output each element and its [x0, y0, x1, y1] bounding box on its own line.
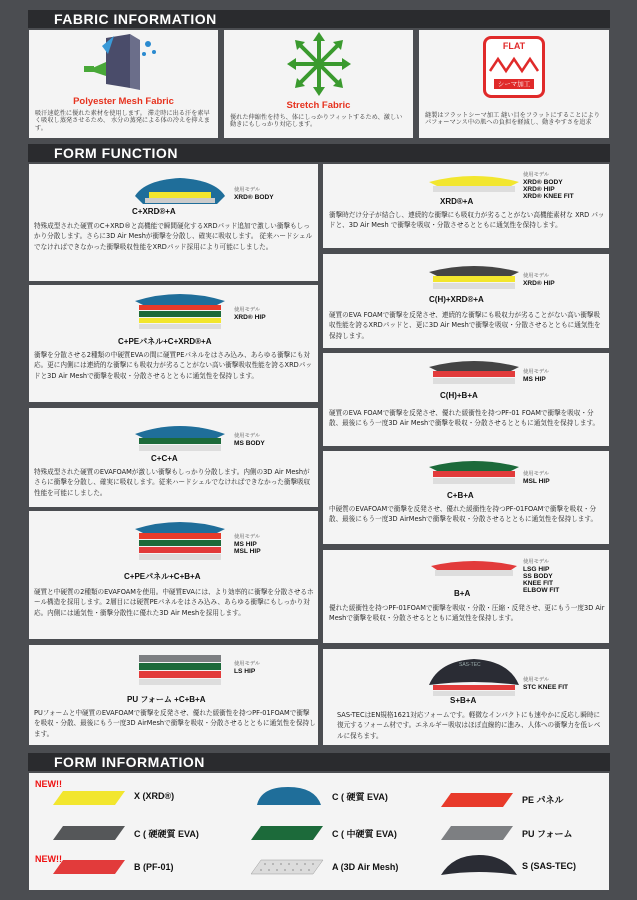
flat-seamer-icon [483, 36, 545, 98]
layer-stack-icon [419, 556, 529, 586]
model-label: 使用モデル [523, 559, 550, 565]
form-code: C(H)+XRD®+A [429, 295, 484, 304]
form-block-left-1 [29, 164, 318, 281]
stretch-arrows-icon [287, 32, 351, 96]
form-description: 特殊成型された硬質のEVAFOAMが激しい衝撃もしっかり分散します。内側の3D Air Meshがさらに衝撃を分散し、確実に吸収します。従来ハードシェルでなければできなかった衝撃吸収性能を可能にしました。 [34, 468, 311, 497]
legend-label: A (3D Air Mesh) [332, 862, 399, 872]
new-badge: NEW!! [35, 854, 62, 864]
model-names: STC KNEE FIT [523, 684, 569, 691]
legend-label: C ( 硬硬質 EVA) [134, 829, 199, 839]
form-block-left-2 [29, 285, 318, 402]
section-fabric-header: FABRIC INFORMATION [28, 10, 610, 28]
layer-stack-icon [125, 287, 235, 337]
seamer-label: シーマ加工 [494, 79, 534, 89]
form-description: 硬質と中硬質の2種類のEVAFOAMを使用。中硬質EVAには、より効率的に衝撃を分散させるホール構造を採用します。2層目には硬質PEパネルをはさみ込み、あらゆる衝撃にもしっかり対応。内側には通気性・衝撃分散性に優れた3D Air Meshを採用します。 [34, 588, 314, 617]
legend-swatch-xrd [53, 789, 127, 807]
model-names: MS HIP MSL HIP [234, 541, 261, 555]
layer-stack-icon [419, 168, 529, 200]
form-description: 中硬質のEVAFOAMで衝撃を反発させ、優れた緩衝性を持つPF-01FOAMで衝撃を吸収・分散、最後にもう一度3D AirMeshで衝撃を吸収・分散させるとともに通気性を保持します。 [329, 505, 598, 524]
legend-swatch-sas-tec [439, 853, 519, 879]
form-code: S+B+A [450, 696, 477, 705]
form-block-left-3 [29, 408, 318, 507]
layer-stack-icon [419, 355, 529, 391]
legend-swatch-3d-air-mesh [251, 858, 325, 876]
flat-label: FLAT [502, 41, 526, 51]
form-legend [29, 773, 609, 890]
form-code: C+C+A [151, 454, 178, 463]
form-code: B+A [454, 589, 471, 598]
legend-label: C ( 硬質 EVA) [332, 792, 388, 802]
legend-label: B (PF-01) [134, 862, 174, 872]
model-names: LSG HIP SS BODY KNEE FIT ELBOW FIT [523, 566, 560, 594]
model-label: 使用モデル [234, 534, 261, 540]
layer-stack-icon [125, 416, 235, 456]
legend-swatch-mid-eva [251, 824, 325, 842]
form-code: C+PEパネル+C+XRD®+A [118, 337, 212, 346]
form-block-left-4 [29, 511, 318, 639]
form-block-right-3 [323, 353, 609, 446]
form-description: 優れた緩衝性を持つPF-01FOAMで衝撃を吸収・分散・圧縮・反発させ、更にもう一度3D Air Meshで衝撃を吸収・分散させるとともに通気性を保持します。 [329, 604, 605, 623]
form-description: 特殊成型された硬質のC+XRD®と高機能で瞬間硬化するXRDパッド追加で激しい衝撃もしっかり分散します。さらに3D Air Meshが衝撃を分散し、確実に吸収します。 従来ハードシェルでなければできなかった衝撃吸収性能をXRDパッド採用により可能にしました。 [34, 222, 313, 251]
legend-label: X (XRD®) [134, 791, 175, 801]
model-names: MSL HIP [523, 478, 550, 485]
form-code: C+XRD®+A [132, 207, 176, 216]
layer-stack-icon [125, 649, 235, 695]
model-label: 使用モデル [234, 433, 261, 439]
model-names: MS HIP [523, 376, 546, 383]
form-description: 硬質のEVA FOAMで衝撃を反発させ、連続的な衝撃にも吸収力が劣ることがない高い衝撃吸収性能を誇るXRDパッドと、更に3D Air Meshで衝撃を吸収・分散させるとともに通気性を保持します。 [329, 311, 601, 340]
layer-stack-icon [125, 170, 235, 210]
form-code: PU フォーム +C+B+A [127, 695, 206, 704]
layer-stack-icon [125, 515, 235, 571]
fabric-description: 縫製はフラットシーマ加工 縫い目をフラットにすることによりパフォーマンス中の肌への負担を軽減し、動きやすさを追求 [425, 112, 600, 127]
fabric-title: Stretch Fabric [286, 100, 351, 111]
form-code: C+B+A [447, 491, 474, 500]
section-form-info-header: FORM INFORMATION [28, 753, 610, 771]
model-names: XRD® BODY [234, 194, 274, 201]
legend-swatch-very-hard-eva [53, 824, 127, 842]
legend-label: PE パネル [522, 795, 564, 805]
model-names: XRD® BODY XRD® HIP XRD® KNEE FIT [523, 179, 574, 200]
model-names: MS BODY [234, 440, 265, 447]
zigzag-icon [486, 55, 542, 75]
model-label: 使用モデル [523, 677, 550, 683]
mesh-arrows-icon [84, 32, 164, 94]
form-block-right-6 [323, 649, 609, 745]
form-block-right-5 [323, 550, 609, 643]
layer-stack-icon [419, 455, 529, 491]
form-description: 衝撃を分散させる2種類の中硬質EVAの間に硬質PEパネルをはさみ込み、あらゆる衝撃にも対応。更に内側には連続的な衝撃にも吸収力が劣ることがない高い衝撃吸収性能を誇るXRDパッドと3D Air Meshで衝撃を吸収・分散させるとともに通気性を保持します。 [34, 351, 312, 380]
fabric-card-flatseamer [419, 30, 609, 138]
form-block-right-1 [323, 164, 609, 248]
model-label: 使用モデル [523, 471, 550, 477]
form-description: PUフォームと中硬質のEVAFOAMで衝撃を反発させ、優れた緩衝性を持つPF-01FOAMで衝撃を吸収・分散、最後にもう一度3D AirMeshで衝撃を吸収・分散させるとともに通気性を保持します。 [34, 709, 316, 738]
sas-tec-badge: SAS-TEC [459, 662, 481, 668]
model-label: 使用モデル [523, 369, 550, 375]
model-label: 使用モデル [234, 661, 261, 667]
legend-swatch-pu-foam [441, 824, 515, 842]
section-form-function-header: FORM FUNCTION [28, 144, 610, 162]
form-description: SAS-TECはEN規格1621対応フォームです。軽微なインパクトにも速やかに反応し瞬時に復元するフォーム材です。エネルギー吸収はほぼ直線的に進み、人体への衝撃力を低レベルに保ちます。 [337, 711, 601, 740]
new-badge: NEW!! [35, 779, 62, 789]
legend-label: S (SAS-TEC) [522, 861, 576, 871]
fabric-card-mesh [29, 30, 218, 138]
model-label: 使用モデル [234, 307, 261, 313]
model-names: LS HIP [234, 668, 256, 675]
legend-swatch-pf01 [53, 858, 127, 876]
form-code: C+PEパネル+C+B+A [124, 572, 201, 581]
form-code: XRD®+A [440, 197, 474, 206]
form-block-left-5 [29, 645, 318, 745]
fabric-description: 優れた伸縮性を持ち、体にしっかりフィットするため、激しい動きにもしっかり対応します。 [230, 114, 403, 129]
form-block-right-4 [323, 451, 609, 544]
form-block-right-2 [323, 254, 609, 348]
model-label: 使用モデル [523, 273, 550, 279]
form-code: C(H)+B+A [440, 391, 478, 400]
model-names: XRD® HIP [523, 280, 555, 287]
legend-label: PU フォーム [522, 829, 573, 839]
legend-swatch-hard-eva [251, 785, 325, 807]
layer-stack-icon [419, 258, 529, 298]
legend-label: C ( 中硬質 EVA) [332, 829, 397, 839]
fabric-title: Polyester Mesh Fabric [73, 96, 174, 107]
form-description: 硬質のEVA FOAMで衝撃を反発させ、優れた緩衝性を持つPF-01 FOAMで衝撃を吸収・分散、最後にもう一度3D Air Meshで衝撃を吸収・分散させるとともに通気性を保持します。 [329, 409, 600, 428]
model-names: XRD® HIP [234, 314, 266, 321]
form-description: 衝撃時だけ分子が結合し、連続的な衝撃にも吸収力が劣ることがない高機能素材な XRD パッドと、3D Air Mesh で衝撃を吸収・分散させるとともに通気性を保持します。 [329, 211, 605, 230]
legend-swatch-pe-panel [441, 791, 515, 809]
fabric-card-stretch [224, 30, 413, 138]
fabric-description: 吸汗速乾性に優れた素材を使用します。 滞走時に出る汗を素早く吸収し蒸発させるため、 水分の蒸発による体の冷えを抑えます。 [35, 110, 210, 132]
model-label: 使用モデル [523, 172, 550, 178]
model-label: 使用モデル [234, 187, 261, 193]
